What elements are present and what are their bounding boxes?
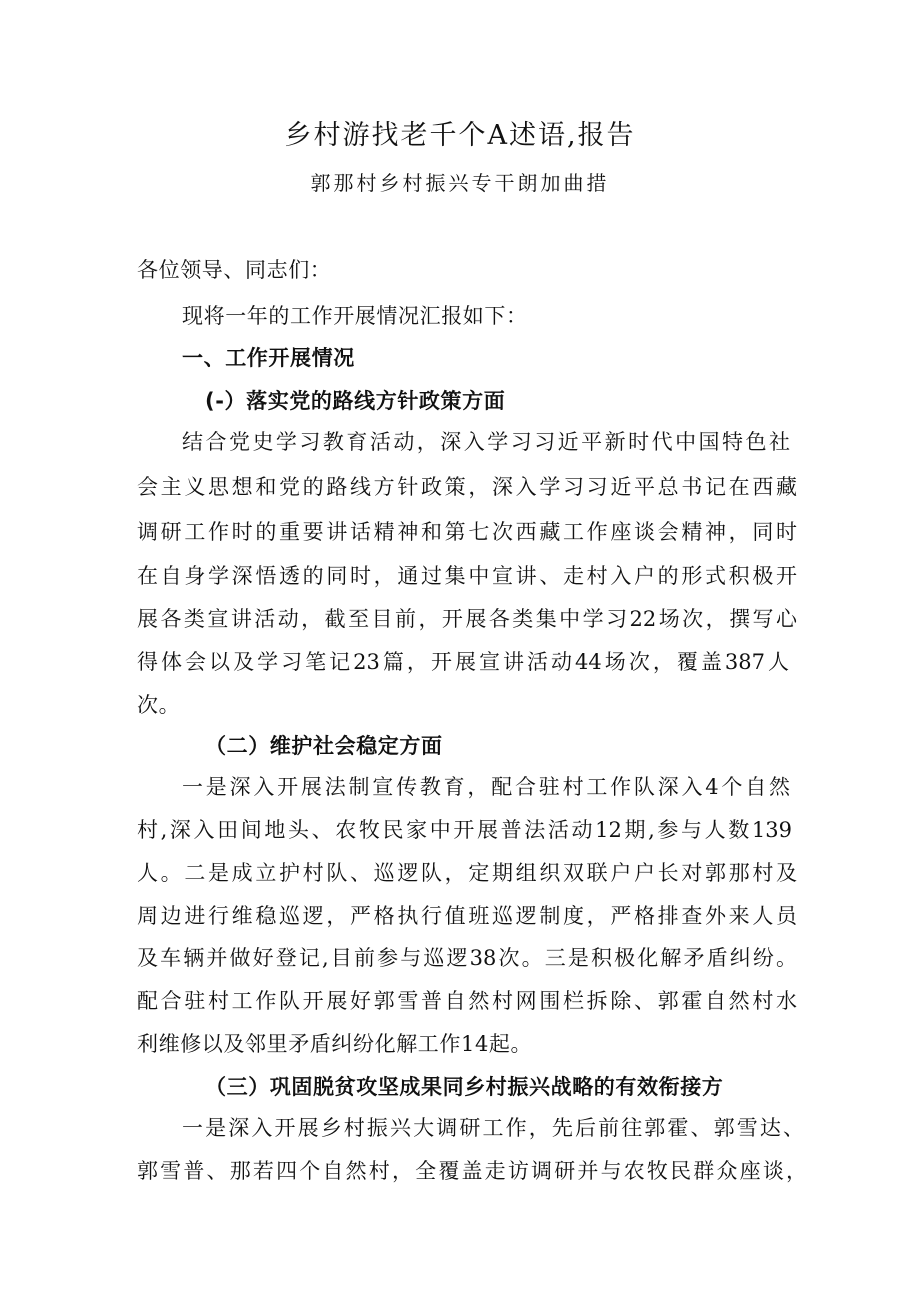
paragraph-line: 调研工作时的重要讲话精神和第七次西藏工作座谈会精神，同时	[137, 520, 797, 544]
paragraph-line: 利维修以及邻里矛盾纠纷化解工作14起。	[137, 1032, 533, 1056]
paragraph-line: 村,深入田间地头、农牧民家中开展普法活动12期,参与人数139	[137, 818, 792, 842]
paragraph-line: 一是深入开展乡村振兴大调研工作，先后前往郭霍、郭雪达、	[182, 1116, 804, 1140]
paragraph-line: 周边进行维稳巡逻，严格执行值班巡逻制度，严格排查外来人员	[137, 904, 797, 928]
paragraph-line: 一是深入开展法制宣传教育，配合驻村工作队深入4个自然	[182, 775, 790, 799]
paragraph-line: 在自身学深悟透的同时，通过集中宣讲、走村入户的形式积极开	[137, 564, 797, 588]
intro-paragraph: 现将一年的工作开展情况汇报如下：	[182, 304, 528, 328]
paragraph-line: 结合党史学习教育活动，深入学习习近平新时代中国特色社	[182, 430, 790, 454]
paragraph-line: 郭雪普、那若四个自然村，全覆盖走访调研并与农牧民群众座谈，	[137, 1159, 807, 1183]
paragraph-line: 配合驻村工作队开展好郭雪普自然村网围栏拆除、郭霍自然村水	[137, 989, 797, 1013]
paragraph-line: 及车辆并做好登记,目前参与巡逻38次。三是积极化解矛盾纠纷。	[137, 946, 797, 970]
paragraph-line: 人。二是成立护村队、巡逻队，定期组织双联户户长对郭那村及	[137, 861, 797, 885]
paragraph-line: 展各类宣讲活动，截至目前，开展各类集中学习22场次，撰写心	[137, 607, 797, 631]
section-heading-1: 一、工作开展情况	[182, 346, 355, 370]
salutation: 各位领导、同志们：	[137, 258, 332, 282]
subsection-heading-3: （三）巩固脱贫攻坚成果同乡村振兴战略的有效衔接方	[205, 1075, 724, 1099]
document-subtitle: 郭那村乡村振兴专干朗加曲措	[310, 171, 610, 195]
paragraph-line: 得体会以及学习笔记23篇，开展宣讲活动44场次，覆盖387人	[137, 650, 789, 674]
paragraph-line: 会主义思想和党的路线方针政策，深入学习习近平总书记在西藏	[137, 475, 797, 499]
subsection-heading-1: (-）落实党的路线方针政策方面	[205, 389, 506, 413]
document-title: 乡村游找老千个A述语,报告	[284, 120, 636, 151]
paragraph-line: 次。	[137, 693, 181, 717]
subsection-heading-2: （二）维护社会稳定方面	[205, 734, 443, 758]
